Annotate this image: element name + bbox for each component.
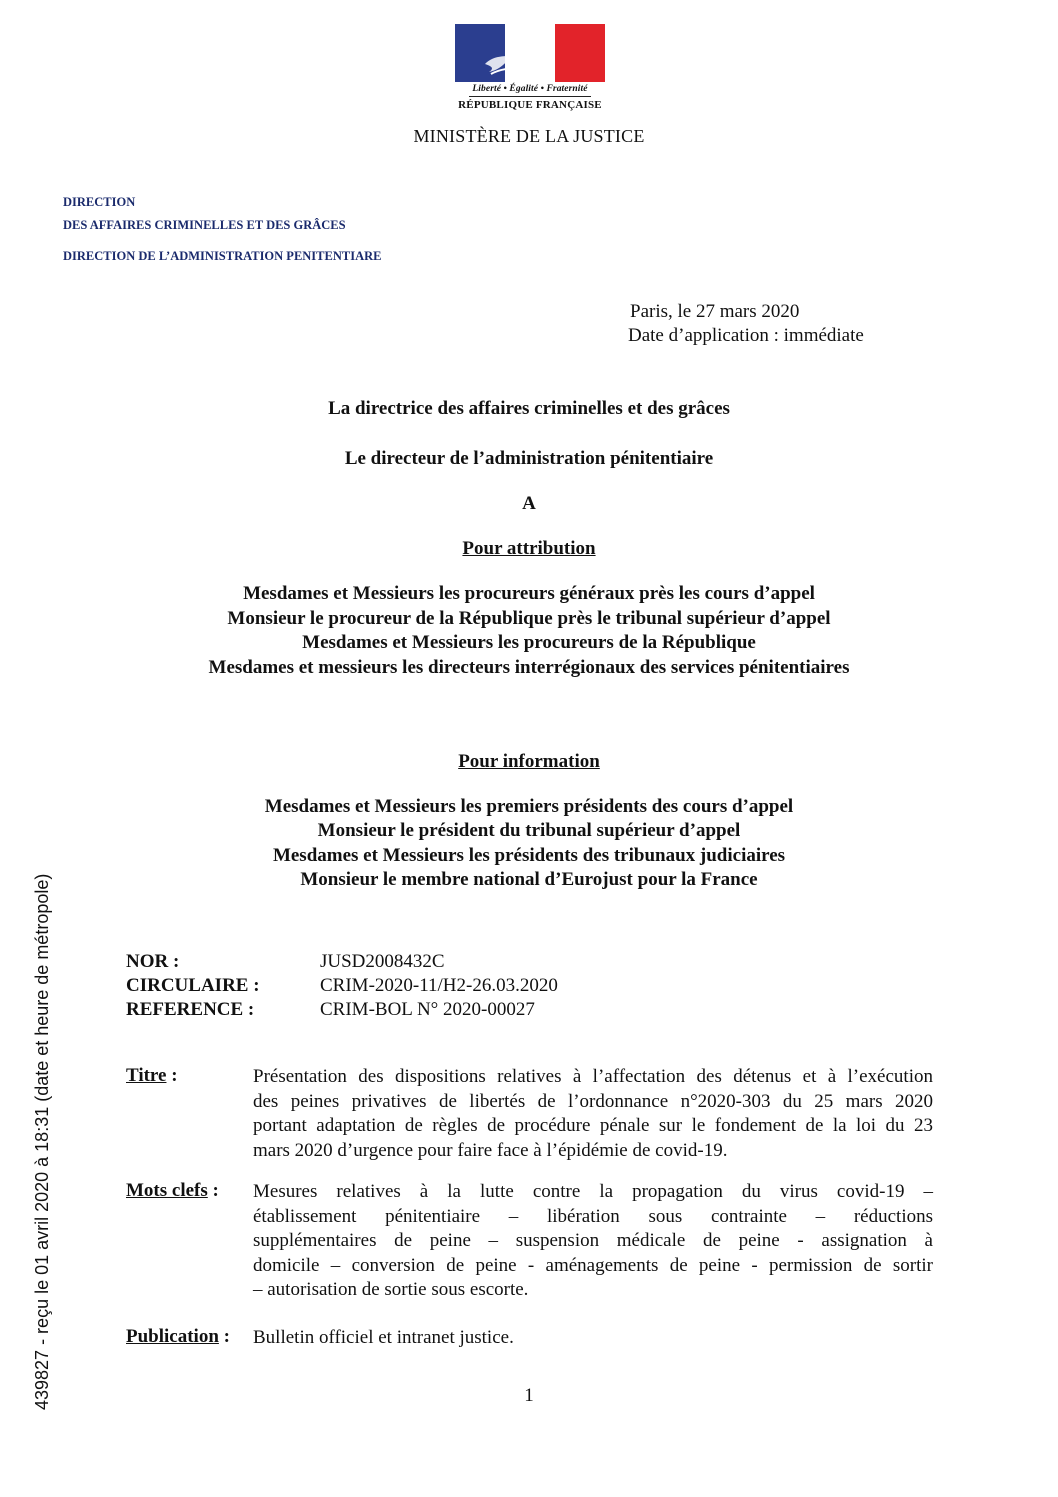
republique-francaise-logo [455, 24, 605, 111]
publication-label: Publication : [126, 1326, 230, 1347]
information-recipient: Mesdames et Messieurs les premiers présidents des cours d’appel [264, 796, 794, 817]
to-label: A [522, 493, 536, 514]
mots-clefs-body [253, 1180, 933, 1303]
nor-label: NOR : [126, 951, 180, 972]
mots-clefs-line: établissement pénitentiaire – libération sous contrainte – réductions [253, 1205, 933, 1227]
information-recipient: Monsieur le membre national d’Eurojust pour la France [300, 869, 758, 890]
titre-line: des peines privatives de libertés de l’ordonnance n°2020-303 du 25 mars 2020 [253, 1090, 933, 1112]
mots-clefs-line: domicile – conversion de peine - aménagements de peine - permission de sortir [253, 1254, 933, 1276]
attribution-heading: Pour attribution [462, 538, 596, 559]
sender-2: Le directeur de l’administration pénitentiaire [344, 448, 714, 469]
titre-label: Titre : [126, 1065, 178, 1086]
mots-clefs-label: Mots clefs : [126, 1180, 219, 1201]
application-date: Date d’application : immédiate [628, 325, 864, 346]
place-and-date: Paris, le 27 mars 2020 [630, 301, 800, 322]
reference-label: REFERENCE : [126, 999, 255, 1020]
titre-line: portant adaptation de règles de procédure pénale sur le fondement de la loi du 23 [253, 1115, 933, 1136]
page-number: 1 [524, 1385, 534, 1406]
circulaire-value: CRIM-2020-11/H2-26.03.2020 [320, 975, 558, 996]
marianne-flag [455, 24, 605, 82]
attribution-recipient: Mesdames et Messieurs les procureurs de la République [302, 632, 756, 653]
direction-line-3: DIRECTION DE L’ADMINISTRATION PENITENTIARE [63, 249, 382, 263]
attribution-recipient: Mesdames et messieurs les directeurs interrégionaux des services pénitentiaires [208, 657, 850, 678]
ministry-title: MINISTÈRE DE LA JUSTICE [413, 126, 645, 146]
titre-line: mars 2020 d’urgence pour faire face à l’épidémie de covid-19. [253, 1139, 728, 1161]
marianne-profile-icon [455, 24, 605, 82]
titre-line: Présentation des dispositions relatives à l’affectation des détenus et à l’exécution [253, 1066, 933, 1087]
direction-line-1: DIRECTION [63, 195, 136, 209]
information-heading: Pour information [458, 751, 600, 772]
publication-value: Bulletin officiel et intranet justice. [253, 1327, 514, 1348]
logo-divider [469, 96, 591, 97]
republic-motto: Liberté • Égalité • Fraternité [472, 84, 588, 94]
attribution-recipient: Mesdames et Messieurs les procureurs généraux près les cours d’appel [243, 583, 815, 604]
nor-value: JUSD2008432C [320, 951, 445, 972]
mots-clefs-line: Mesures relatives à la lutte contre la propagation du virus covid-19 – [253, 1181, 933, 1202]
attribution-recipient: Monsieur le procureur de la République près le tribunal supérieur d’appel [227, 608, 831, 629]
republique-francaise-label: RÉPUBLIQUE FRANÇAISE [458, 99, 602, 111]
mots-clefs-line: – autorisation de sortie sous escorte. [253, 1279, 529, 1300]
information-recipient: Monsieur le président du tribunal supérieur d’appel [317, 820, 741, 841]
mots-clefs-line: supplémentaires de peine – suspension médicale de peine - assignation à [253, 1230, 933, 1251]
circulaire-label: CIRCULAIRE : [126, 975, 260, 996]
titre-body [253, 1065, 933, 1163]
direction-line-2: DES AFFAIRES CRIMINELLES ET DES GRÂCES [63, 218, 346, 232]
reference-value: CRIM-BOL N° 2020-00027 [320, 999, 535, 1020]
information-recipient: Mesdames et Messieurs les présidents des tribunaux judiciaires [272, 845, 786, 866]
reception-stamp: 439827 - reçu le 01 avril 2020 à 18:31 (date et heure de métropole) [32, 873, 52, 1410]
sender-1: La directrice des affaires criminelles et des grâces [328, 398, 730, 419]
